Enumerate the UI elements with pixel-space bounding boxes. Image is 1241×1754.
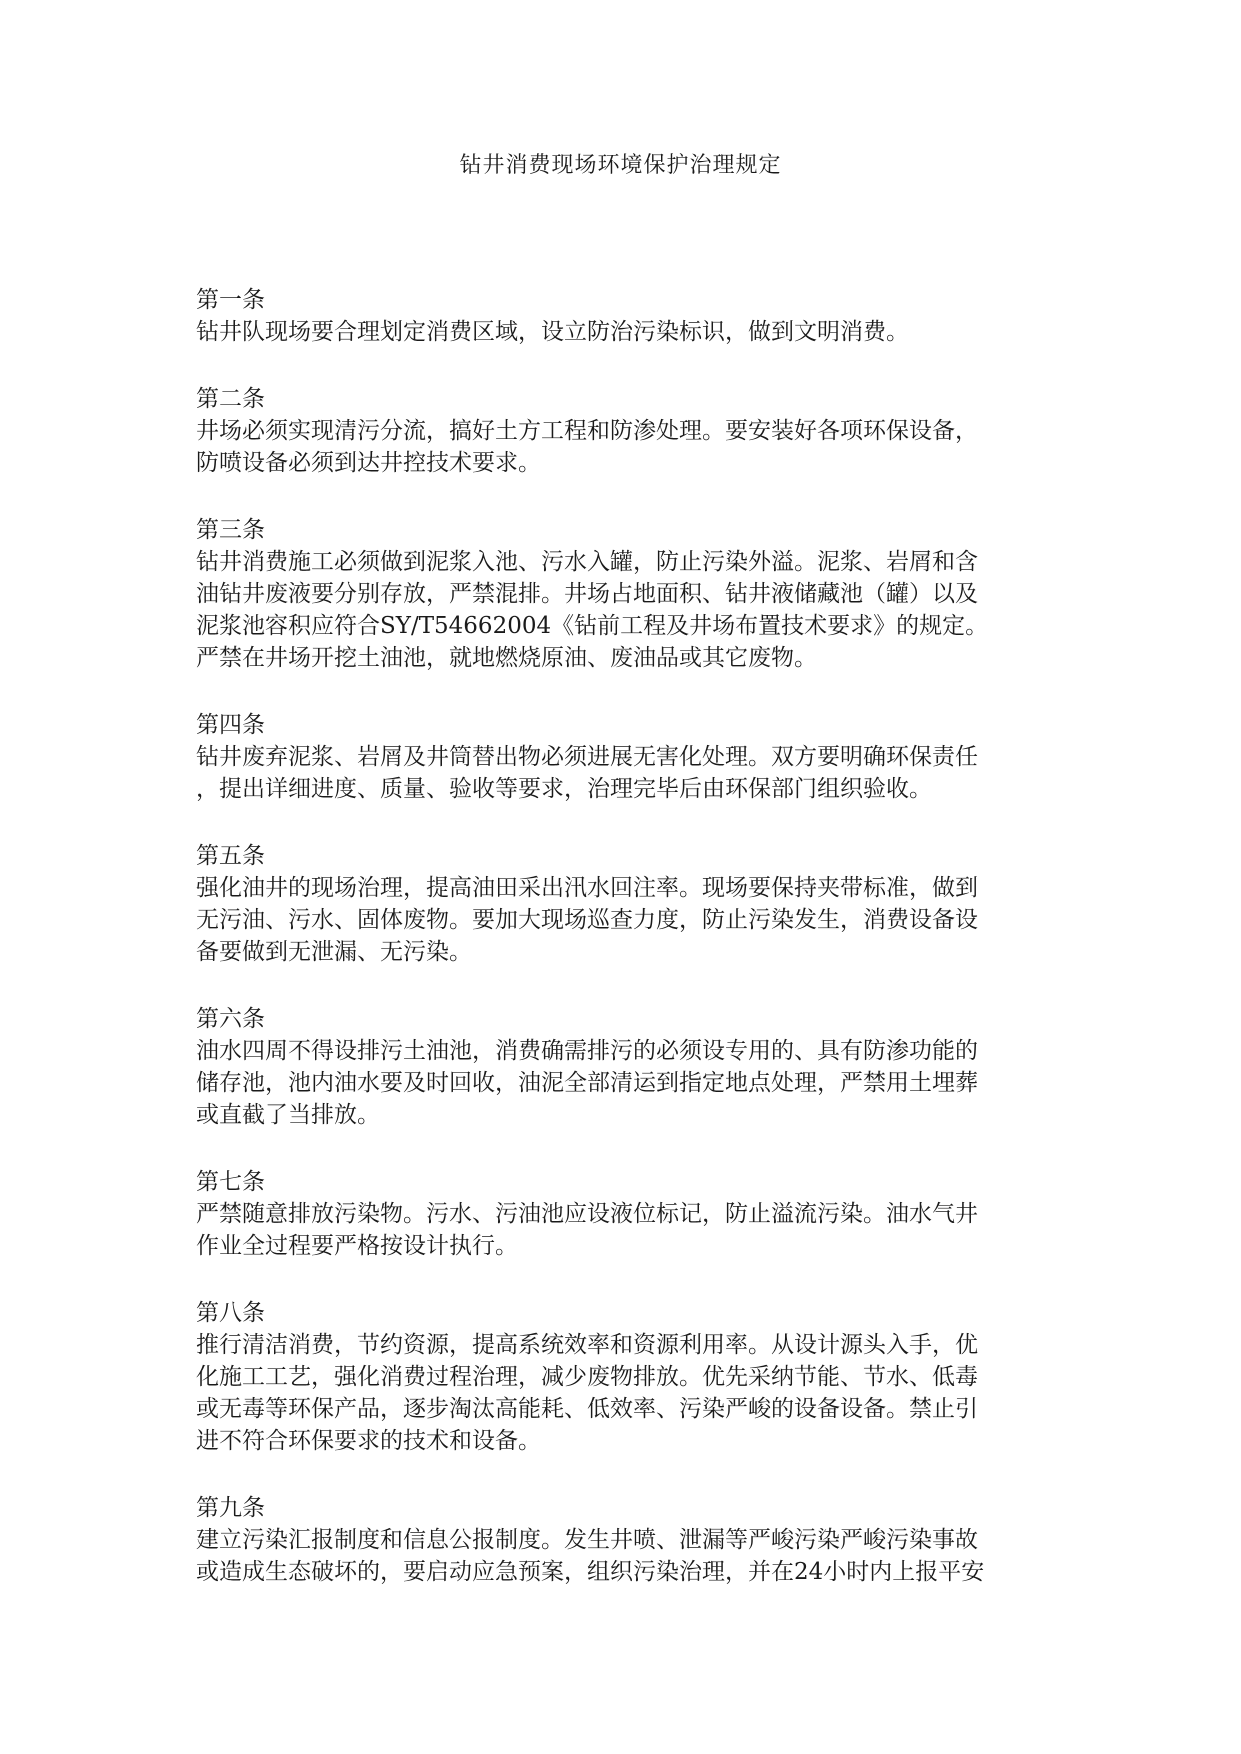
article-body: 强化油井的现场治理，提高油田采出汛水回注率。现场要保持夹带标准，做到 无污油、污水、固体废物。要加大现场巡查力度，防止污染发生，消费设备设 备要做到无泄漏、无污染。 bbox=[196, 875, 978, 965]
article-1 bbox=[196, 284, 1056, 348]
article-list bbox=[196, 284, 1056, 1623]
article-body: 严禁随意排放污染物。污水、污油池应设液位标记，防止溢流污染。油水气井 作业全过程要严格按设计执行。 bbox=[196, 1201, 978, 1259]
article-heading: 第七条 bbox=[196, 1169, 265, 1195]
article-heading: 第四条 bbox=[196, 712, 265, 738]
article-body: 钻井消费施工必须做到泥浆入池、污水入罐，防止污染外溢。泥浆、岩屑和含 油钻井废液要分别存放，严禁混排。井场占地面积、钻井液储藏池（罐）以及 泥浆池容积应符合SY/T54662004《钻前工程及井场布置技术要求》的规定。 严禁在井场开挖土油池，就地燃烧原油、废油品或其它废物。 bbox=[196, 549, 989, 671]
article-9 bbox=[196, 1492, 1056, 1588]
article-body: 油水四周不得设排污土油池，消费确需排污的必须设专用的、具有防渗功能的 储存池，池内油水要及时回收，油泥全部清运到指定地点处理，严禁用土埋葬 或直截了当排放。 bbox=[196, 1038, 978, 1128]
article-heading: 第三条 bbox=[196, 517, 265, 543]
article-heading: 第二条 bbox=[196, 386, 265, 412]
article-6 bbox=[196, 1003, 1056, 1131]
article-body: 井场必须实现清污分流，搞好土方工程和防渗处理。要安装好各项环保设备， 防喷设备必须到达井控技术要求。 bbox=[196, 418, 978, 476]
article-8 bbox=[196, 1297, 1056, 1457]
article-body: 钻井废弃泥浆、岩屑及井筒替出物必须进展无害化处理。双方要明确环保责任 ，提出详细进度、质量、验收等要求，治理完毕后由环保部门组织验收。 bbox=[196, 744, 978, 802]
article-body: 钻井队现场要合理划定消费区域，设立防治污染标识，做到文明消费。 bbox=[196, 319, 909, 345]
article-7 bbox=[196, 1166, 1056, 1262]
article-heading: 第五条 bbox=[196, 843, 265, 869]
document-title: 钻井消费现场环境保护治理规定 bbox=[459, 153, 782, 178]
article-body: 推行清洁消费，节约资源，提高系统效率和资源利用率。从设计源头入手，优 化施工工艺，强化消费过程治理，减少废物排放。优先采纳节能、节水、低毒 或无毒等环保产品，逐步淘汰高能耗、低效率、污染严峻的设备设备。禁止引 进不符合环保要求的技术和设备。 bbox=[196, 1332, 978, 1454]
article-2 bbox=[196, 383, 1056, 479]
article-heading: 第八条 bbox=[196, 1300, 265, 1326]
article-5 bbox=[196, 840, 1056, 968]
article-4 bbox=[196, 709, 1056, 805]
article-body: 建立污染汇报制度和信息公报制度。发生井喷、泄漏等严峻污染严峻污染事故 或造成生态破坏的，要启动应急预案，组织污染治理，并在24小时内上报平安 bbox=[196, 1527, 985, 1585]
article-heading: 第六条 bbox=[196, 1006, 265, 1032]
article-3 bbox=[196, 514, 1056, 674]
article-heading: 第一条 bbox=[196, 287, 265, 313]
article-heading: 第九条 bbox=[196, 1495, 265, 1521]
